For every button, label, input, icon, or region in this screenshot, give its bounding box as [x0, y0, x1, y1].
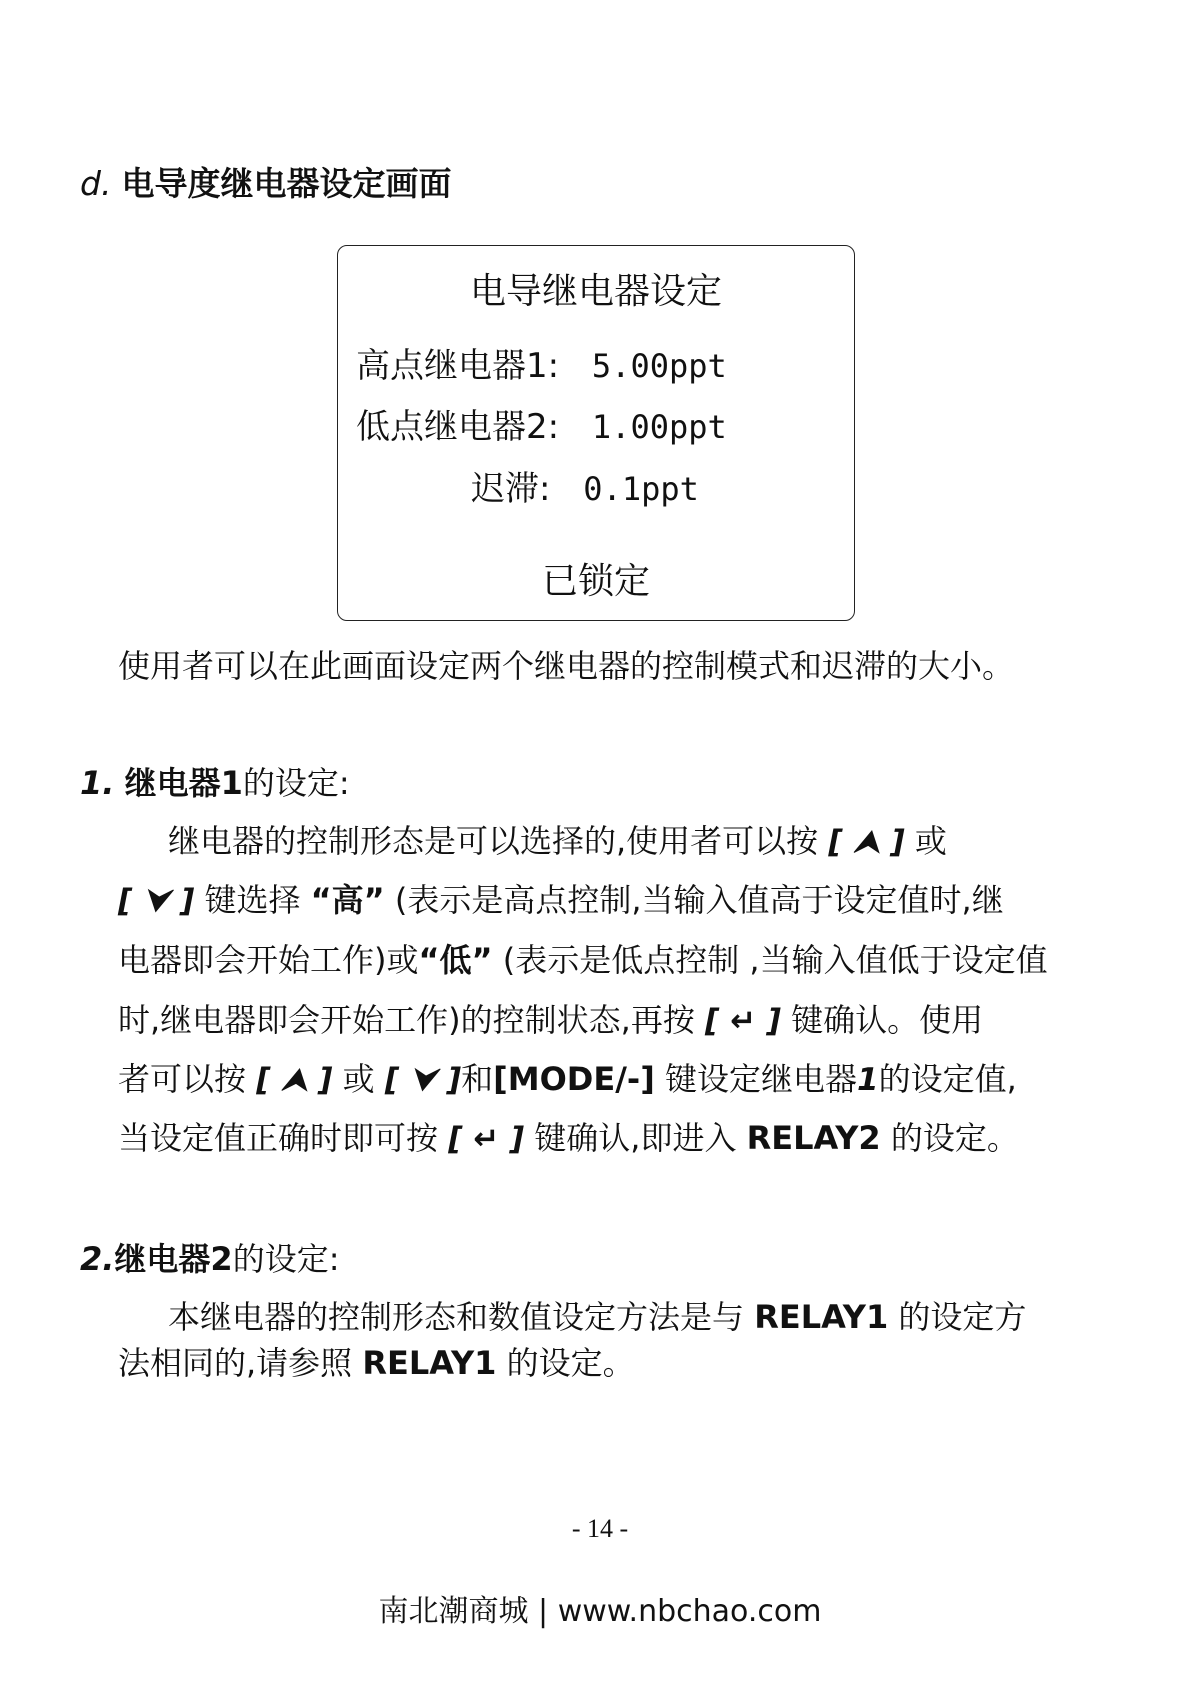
device-screen-illustration — [337, 245, 855, 621]
section2-number: 2. — [80, 1240, 115, 1278]
text-run: 当设定值正确时即可按 — [118, 1119, 449, 1157]
relay2-label: RELAY2 — [746, 1119, 881, 1157]
section1-line — [118, 1118, 1128, 1159]
text-run: 电器即会开始工作)或 — [118, 941, 419, 979]
up-key-label: [ ⮝ ] — [828, 824, 905, 860]
section1-line — [118, 1059, 1128, 1100]
text-run: (表示是低点控制 ,当输入值低于设定值 — [492, 941, 1048, 979]
screen-status: 已锁定 — [541, 561, 650, 602]
text-run: 键确认,即进入 — [524, 1119, 747, 1157]
row-label: 高点继电器1: — [356, 346, 560, 386]
text-run: 和 — [461, 1060, 494, 1098]
enter-key-label: [ ↵ ] — [448, 1121, 525, 1157]
text-run: 时,继电器即会开始工作)的控制状态,再按 — [118, 1001, 706, 1039]
row-label: 迟滞: — [471, 469, 551, 509]
text-run: 的设定。 — [496, 1344, 635, 1382]
section1-line — [118, 940, 1128, 980]
text-run: 者可以按 — [118, 1060, 257, 1098]
section2-line — [168, 1297, 1178, 1337]
text-run: 或 — [904, 822, 947, 860]
screen-row-low-relay — [356, 404, 727, 450]
text-run: 键确认。使用 — [780, 1001, 984, 1039]
relay1-label: RELAY1 — [362, 1344, 497, 1382]
section1-line — [118, 1000, 1128, 1041]
up-key-label: [ ⮝ ] — [256, 1062, 333, 1098]
relay-number: 1 — [857, 1062, 879, 1098]
section-heading — [80, 162, 451, 206]
screen-title: 电导继电器设定 — [469, 271, 722, 312]
section1-number: 1. — [80, 764, 115, 802]
down-key-label: [ ⮟ ] — [118, 883, 195, 919]
text-run: 键设定继电器 — [654, 1060, 857, 1098]
site-footer: 南北潮商城 | www.nbchao.com — [378, 1594, 822, 1629]
row-value: 1.00ppt — [591, 408, 727, 446]
screen-row-hysteresis — [471, 466, 699, 512]
intro-paragraph: 使用者可以在此画面设定两个继电器的控制模式和迟滞的大小。 — [118, 647, 1015, 685]
section2-title: 继电器2 — [114, 1240, 233, 1278]
text-run: 本继电器的控制形态和数值设定方法是与 — [168, 1298, 755, 1336]
section1-line — [168, 821, 1178, 862]
text-run: 的设定值, — [878, 1060, 1017, 1098]
row-value: 0.1ppt — [583, 470, 699, 508]
text-run: 法相同的,请参照 — [118, 1344, 363, 1382]
option-high: “高” — [310, 881, 385, 919]
row-label: 低点继电器2: — [356, 407, 560, 447]
section1-title: 继电器1 — [124, 764, 243, 802]
text-run: 继电器的控制形态是可以选择的,使用者可以按 — [168, 822, 829, 860]
text-run: 的设定。 — [880, 1119, 1019, 1157]
relay1-label: RELAY1 — [754, 1298, 889, 1336]
text-run: 或 — [332, 1060, 385, 1098]
mode-key-label: [MODE/-] — [493, 1060, 655, 1098]
section1-line — [118, 880, 1128, 921]
section2-heading — [80, 1238, 340, 1280]
section1-suffix: 的设定: — [242, 764, 350, 802]
page-number: - 14 - — [571, 1514, 629, 1543]
heading-marker: d. — [80, 164, 112, 203]
row-value: 5.00ppt — [591, 347, 727, 385]
down-key-label: [ ⮟ ] — [384, 1062, 462, 1098]
text-run: 键选择 — [194, 881, 311, 919]
text-run: (表示是高点控制,当输入值高于设定值时,继 — [384, 881, 1004, 919]
section2-line — [118, 1343, 1128, 1383]
section2-suffix: 的设定: — [232, 1240, 340, 1278]
section1-heading — [80, 762, 350, 804]
text-run: 的设定方 — [888, 1298, 1027, 1336]
option-low: “低” — [418, 941, 493, 979]
heading-text: 电导度继电器设定画面 — [121, 164, 452, 203]
enter-key-label: [ ↵ ] — [705, 1003, 781, 1039]
screen-row-high-relay — [356, 343, 727, 389]
